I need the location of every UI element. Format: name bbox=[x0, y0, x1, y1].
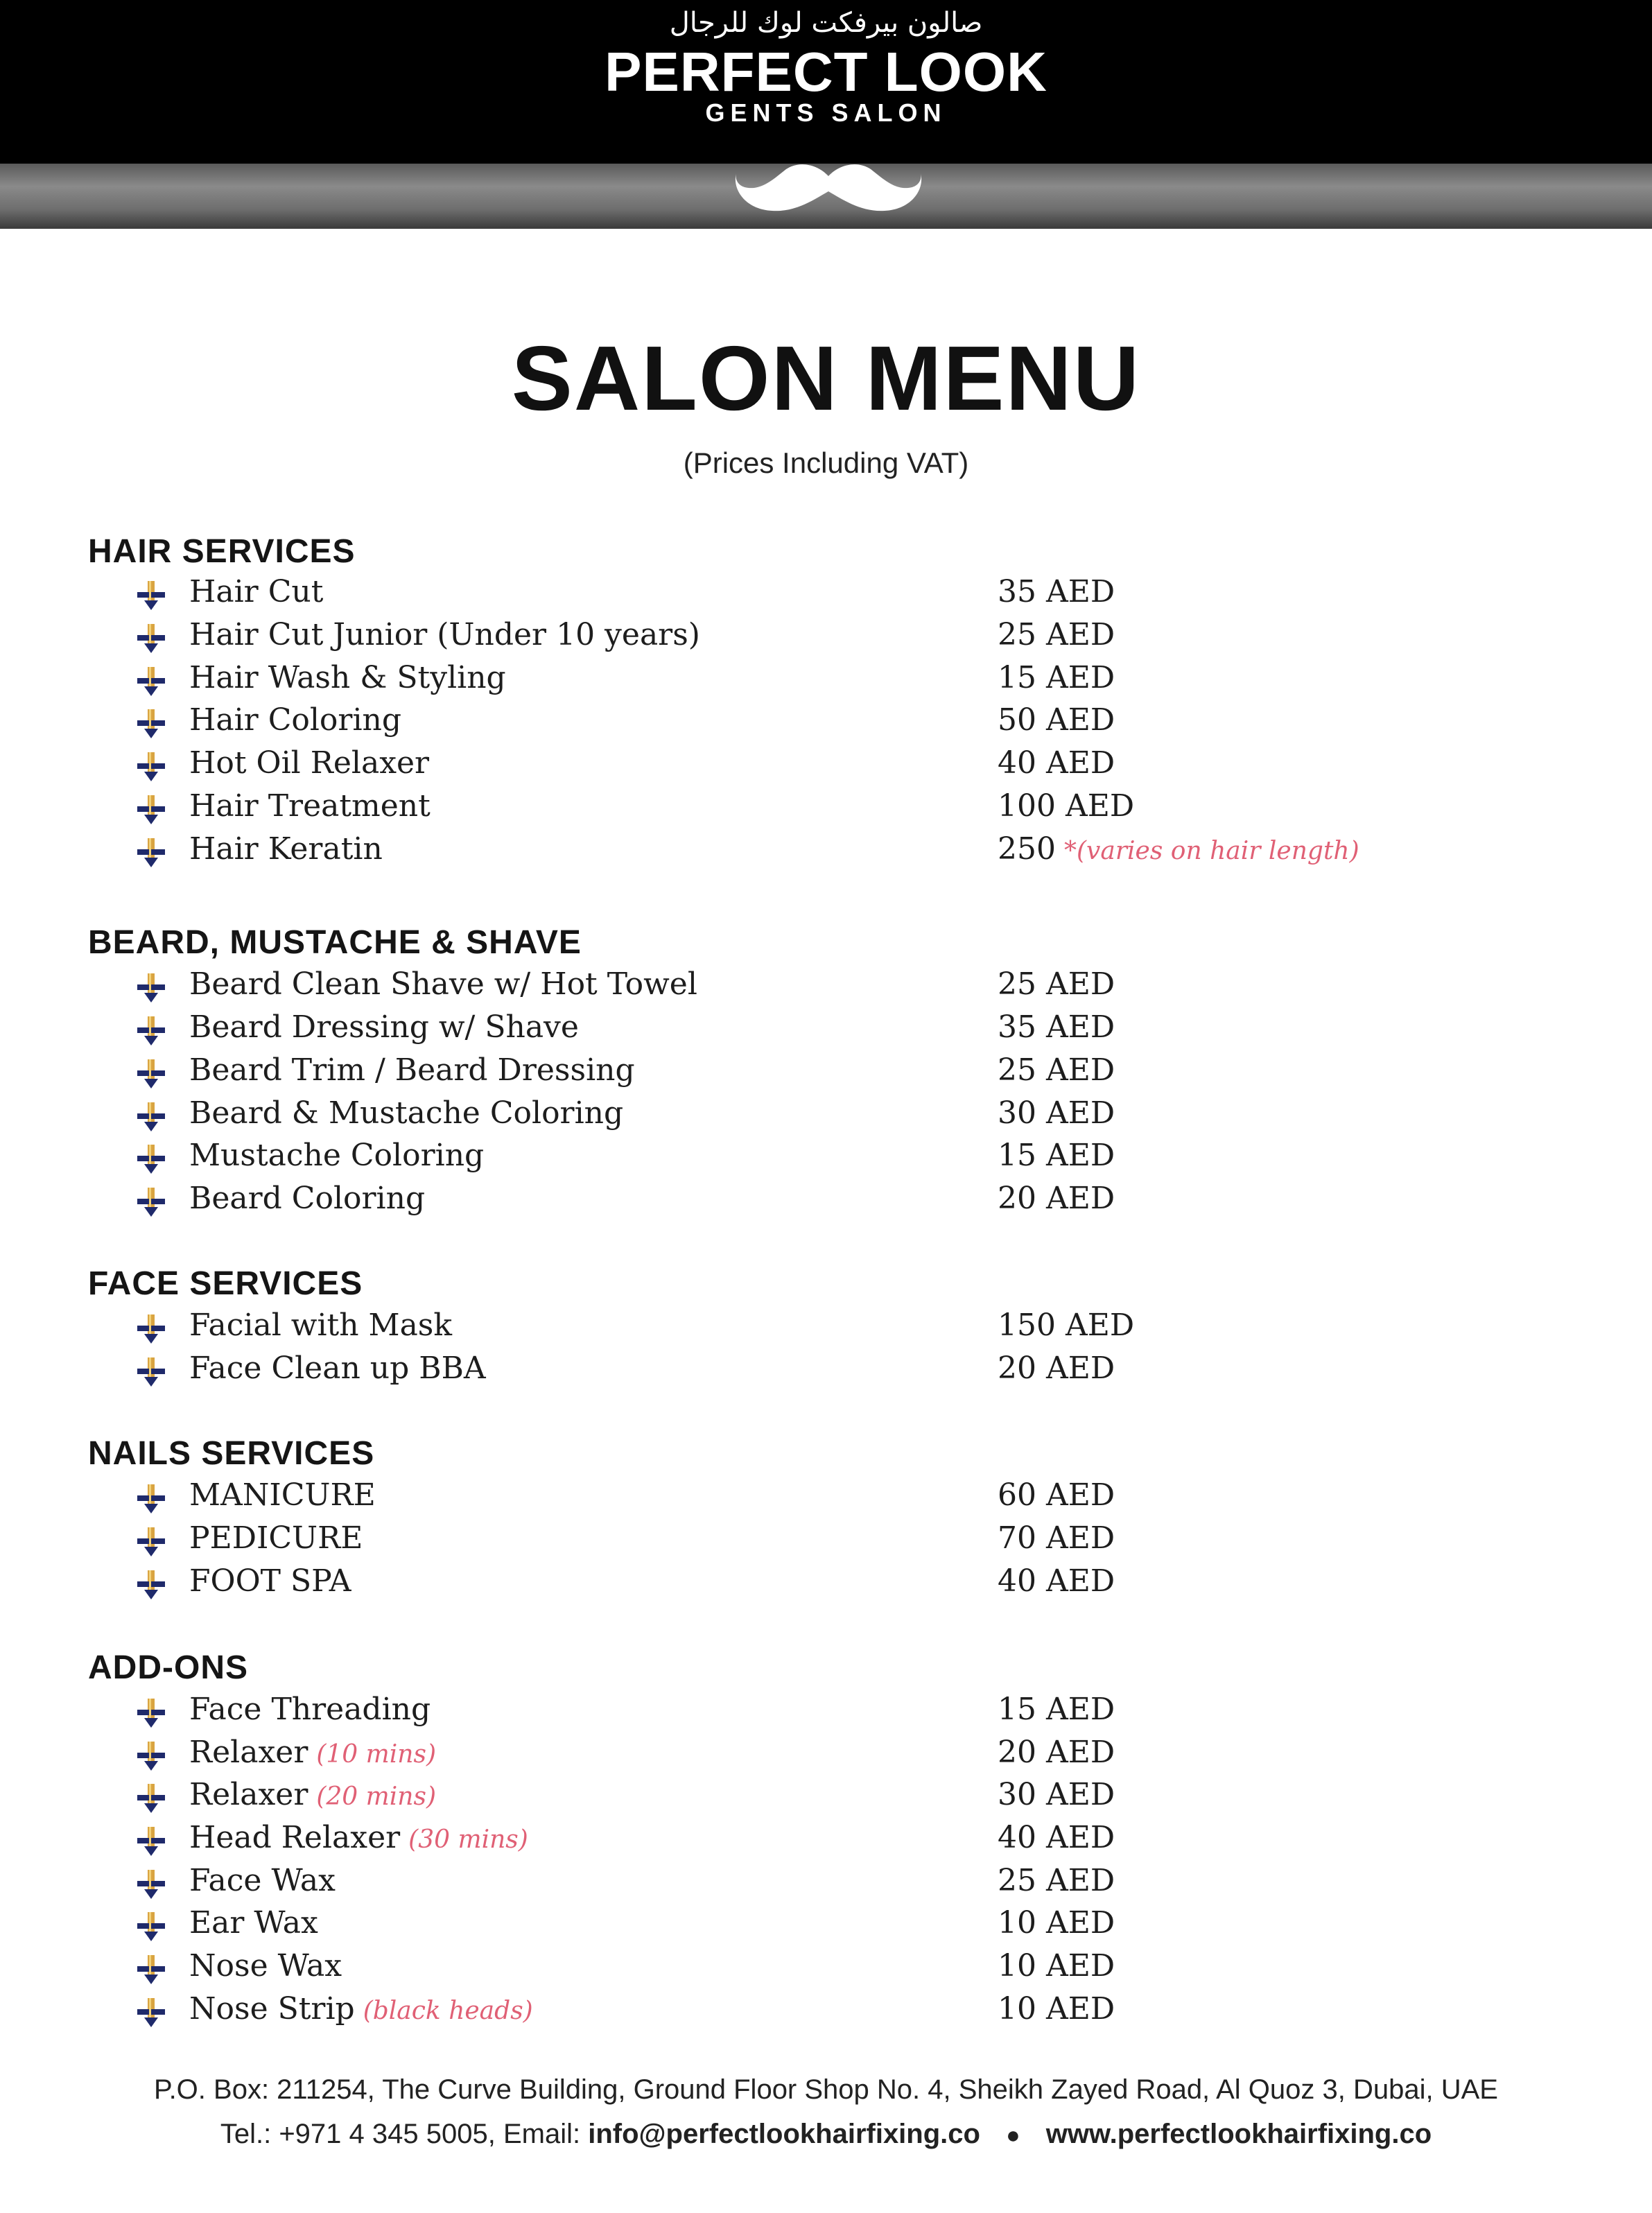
list-item bbox=[136, 1477, 1522, 1520]
arrow-bullet-icon bbox=[136, 751, 166, 783]
section-title-nails-services: NAILS SERVICES bbox=[88, 1435, 375, 1472]
list-item bbox=[136, 702, 1522, 745]
service-note: (20 mins) bbox=[316, 1782, 437, 1811]
list-item bbox=[136, 1181, 1522, 1224]
arrow-bullet-icon bbox=[136, 1313, 166, 1345]
list-item bbox=[136, 966, 1522, 1009]
service-price: 100 AED bbox=[998, 788, 1135, 824]
list-item bbox=[136, 1905, 1522, 1948]
service-name: Hair Wash & Styling bbox=[189, 660, 506, 695]
service-name: Hot Oil Relaxer bbox=[189, 745, 430, 781]
arrow-bullet-icon bbox=[136, 972, 166, 1004]
list-item bbox=[136, 1863, 1522, 1906]
service-price: 15 AED bbox=[998, 1138, 1115, 1173]
service-name: Beard Clean Shave w/ Hot Towel bbox=[189, 966, 697, 1002]
service-name: Ear Wax bbox=[189, 1905, 318, 1941]
service-name: Hair Keratin bbox=[189, 831, 383, 867]
list-item bbox=[136, 831, 1522, 874]
service-name: Facial with Mask bbox=[189, 1308, 453, 1343]
service-name-text: Nose Strip bbox=[189, 1991, 355, 2027]
list-item bbox=[136, 660, 1522, 703]
service-name-text: Relaxer bbox=[189, 1777, 308, 1812]
list-item bbox=[136, 1138, 1522, 1181]
footer-email-link[interactable]: info@perfectlookhairfixing.co bbox=[588, 2119, 980, 2149]
arrow-bullet-icon bbox=[136, 1954, 166, 1986]
service-price: 40 AED bbox=[998, 745, 1115, 781]
service-name bbox=[189, 1820, 528, 1855]
service-price: 30 AED bbox=[998, 1777, 1115, 1812]
service-price: 15 AED bbox=[998, 660, 1115, 695]
footer-contact bbox=[0, 2119, 1652, 2150]
service-name bbox=[189, 1735, 436, 1770]
arrow-bullet-icon bbox=[136, 1058, 166, 1090]
service-name: Face Clean up BBA bbox=[189, 1351, 486, 1386]
list-item bbox=[136, 1563, 1522, 1606]
list-item bbox=[136, 1351, 1522, 1394]
service-price: 150 AED bbox=[998, 1308, 1135, 1343]
service-price: 35 AED bbox=[998, 1009, 1115, 1045]
section-title-beard-mustache-shave: BEARD, MUSTACHE & SHAVE bbox=[88, 924, 582, 961]
list-item bbox=[136, 745, 1522, 788]
service-price: 20 AED bbox=[998, 1351, 1115, 1386]
arrow-bullet-icon bbox=[136, 1015, 166, 1047]
service-price: 60 AED bbox=[998, 1477, 1115, 1513]
service-name: FOOT SPA bbox=[189, 1563, 351, 1599]
brand-name: PERFECT LOOK bbox=[605, 41, 1047, 103]
service-price: 40 AED bbox=[998, 1820, 1115, 1855]
service-price: 70 AED bbox=[998, 1520, 1115, 1556]
service-name: PEDICURE bbox=[189, 1520, 363, 1556]
arrow-bullet-icon bbox=[136, 1825, 166, 1857]
service-name: Mustache Coloring bbox=[189, 1138, 485, 1173]
arrow-bullet-icon bbox=[136, 1997, 166, 2029]
menu-subtitle: (Prices Including VAT) bbox=[683, 446, 969, 479]
service-name: Beard Dressing w/ Shave bbox=[189, 1009, 579, 1045]
mustache-icon bbox=[735, 161, 922, 218]
price-value: 250 bbox=[998, 831, 1056, 867]
service-name: Hair Treatment bbox=[189, 788, 431, 824]
service-price: 40 AED bbox=[998, 1563, 1115, 1599]
service-name-text: Relaxer bbox=[189, 1735, 308, 1770]
list-item bbox=[136, 1692, 1522, 1735]
arrow-bullet-icon bbox=[136, 1697, 166, 1729]
arrow-bullet-icon bbox=[136, 1356, 166, 1388]
footer-website-link[interactable]: www.perfectlookhairfixing.co bbox=[1045, 2119, 1432, 2149]
service-price: 50 AED bbox=[998, 702, 1115, 738]
arrow-bullet-icon bbox=[136, 1782, 166, 1814]
service-price: 30 AED bbox=[998, 1095, 1115, 1131]
arrow-bullet-icon bbox=[136, 1143, 166, 1175]
service-name-text: Head Relaxer bbox=[189, 1820, 401, 1855]
arrow-bullet-icon bbox=[136, 666, 166, 697]
arrow-bullet-icon bbox=[136, 623, 166, 654]
list-item bbox=[136, 1735, 1522, 1778]
service-note: (10 mins) bbox=[316, 1740, 437, 1769]
list-item bbox=[136, 1095, 1522, 1138]
service-name: Face Wax bbox=[189, 1863, 336, 1898]
menu-title: SALON MENU bbox=[511, 327, 1141, 429]
service-price: 10 AED bbox=[998, 1991, 1115, 2027]
list-item bbox=[136, 1991, 1522, 2034]
arrow-bullet-icon bbox=[136, 794, 166, 826]
list-item bbox=[136, 1520, 1522, 1563]
arrow-bullet-icon bbox=[136, 580, 166, 611]
service-name: Hair Coloring bbox=[189, 702, 402, 738]
service-name: Hair Cut bbox=[189, 574, 324, 609]
service-price: 15 AED bbox=[998, 1692, 1115, 1727]
service-note: (black heads) bbox=[363, 1997, 533, 2025]
list-item bbox=[136, 788, 1522, 831]
service-name bbox=[189, 1777, 436, 1812]
footer-email-label: Email: bbox=[503, 2119, 581, 2149]
arrow-bullet-icon bbox=[136, 837, 166, 869]
service-name: Beard Trim / Beard Dressing bbox=[189, 1052, 635, 1088]
service-price: 25 AED bbox=[998, 966, 1115, 1002]
header-bar bbox=[0, 0, 1652, 164]
list-item bbox=[136, 1948, 1522, 1991]
service-name bbox=[189, 1991, 533, 2027]
service-price: 25 AED bbox=[998, 617, 1115, 652]
section-title-face-services: FACE SERVICES bbox=[88, 1265, 363, 1302]
price-note: *(varies on hair length) bbox=[1063, 837, 1359, 865]
list-item bbox=[136, 1308, 1522, 1351]
service-note: (30 mins) bbox=[408, 1825, 528, 1854]
service-price: 10 AED bbox=[998, 1948, 1115, 1984]
service-name: Beard & Mustache Coloring bbox=[189, 1095, 624, 1131]
list-item bbox=[136, 1052, 1522, 1095]
arrow-bullet-icon bbox=[136, 1101, 166, 1133]
arrow-bullet-icon bbox=[136, 1740, 166, 1772]
list-item bbox=[136, 574, 1522, 617]
service-price: 10 AED bbox=[998, 1905, 1115, 1941]
service-price: 25 AED bbox=[998, 1052, 1115, 1088]
arrow-bullet-icon bbox=[136, 1186, 166, 1218]
service-name: MANICURE bbox=[189, 1477, 376, 1513]
brand-subtitle: GENTS SALON bbox=[705, 98, 947, 127]
arrow-bullet-icon bbox=[136, 1526, 166, 1558]
service-price: 20 AED bbox=[998, 1735, 1115, 1770]
list-item bbox=[136, 1820, 1522, 1863]
service-name: Hair Cut Junior (Under 10 years) bbox=[189, 617, 700, 652]
list-item bbox=[136, 1009, 1522, 1052]
arrow-bullet-icon bbox=[136, 1911, 166, 1943]
service-name: Nose Wax bbox=[189, 1948, 342, 1984]
arrow-bullet-icon bbox=[136, 1569, 166, 1601]
service-name: Face Threading bbox=[189, 1692, 431, 1727]
footer-address: P.O. Box: 211254, The Curve Building, Ground Floor Shop No. 4, Sheikh Zayed Road, Al Quoz 3, Dubai, UAE bbox=[154, 2074, 1498, 2105]
arrow-bullet-icon bbox=[136, 708, 166, 740]
list-item bbox=[136, 617, 1522, 660]
service-name: Beard Coloring bbox=[189, 1181, 426, 1216]
service-price: 25 AED bbox=[998, 1863, 1115, 1898]
footer-tel: Tel.: +971 4 345 5005, bbox=[220, 2119, 496, 2149]
arrow-bullet-icon bbox=[136, 1868, 166, 1900]
arrow-bullet-icon bbox=[136, 1483, 166, 1515]
footer-separator: ● bbox=[1006, 2122, 1020, 2149]
brand-arabic-name: صالون بيرفكت لوك للرجال bbox=[669, 7, 983, 39]
section-title-hair-services: HAIR SERVICES bbox=[88, 533, 356, 570]
service-price: 35 AED bbox=[998, 574, 1115, 609]
service-price bbox=[998, 831, 1359, 867]
list-item bbox=[136, 1777, 1522, 1820]
service-price: 20 AED bbox=[998, 1181, 1115, 1216]
section-title-add-ons: ADD-ONS bbox=[88, 1649, 248, 1686]
